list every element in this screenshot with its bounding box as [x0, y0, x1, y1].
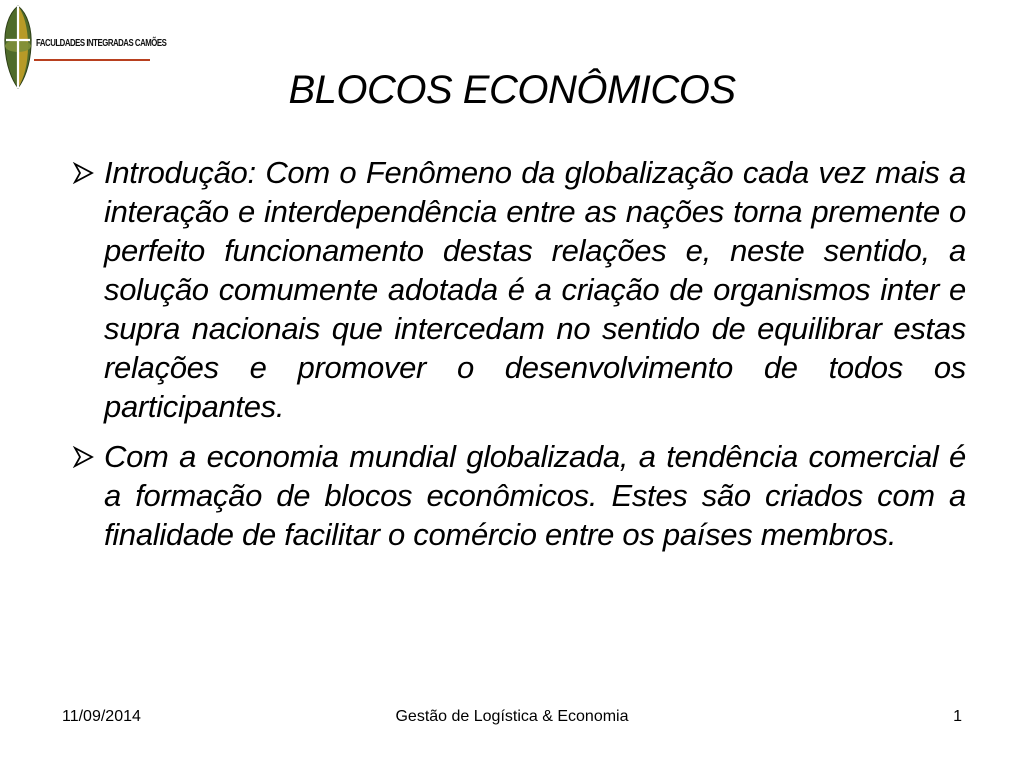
arrow-bullet-icon — [72, 446, 94, 468]
institution-name: FACULDADES INTEGRADAS CAMÕES — [36, 38, 167, 49]
bullet-item-introducao — [64, 153, 966, 426]
bullet-item-economia — [64, 437, 966, 554]
footer-date: 11/09/2014 — [62, 708, 141, 725]
bullet-list — [64, 153, 966, 554]
footer-page-number: 1 — [953, 708, 962, 725]
bullet-text: Com a economia mundial globalizada, a tendência comercial é a formação de blocos econômicos. Estes são criados com a finalidade de facilitar o comércio entre os países membros. — [104, 439, 966, 552]
arrow-bullet-icon — [72, 162, 94, 184]
bullet-text: Introdução: Com o Fenômeno da globalização cada vez mais a interação e interdependência entre as nações torna premente o perfeito funcionamento destas relações e, neste sentido, a solução comumente adotada é a criação de organismos inter e supra nacionais que intercedam no sentido de equilibrar estas relações e promover o desenvolvimento de todos os participantes. — [104, 155, 966, 424]
slide-title: BLOCOS ECONÔMICOS — [288, 68, 736, 112]
footer-course-name: Gestão de Logística & Economia — [395, 708, 629, 725]
